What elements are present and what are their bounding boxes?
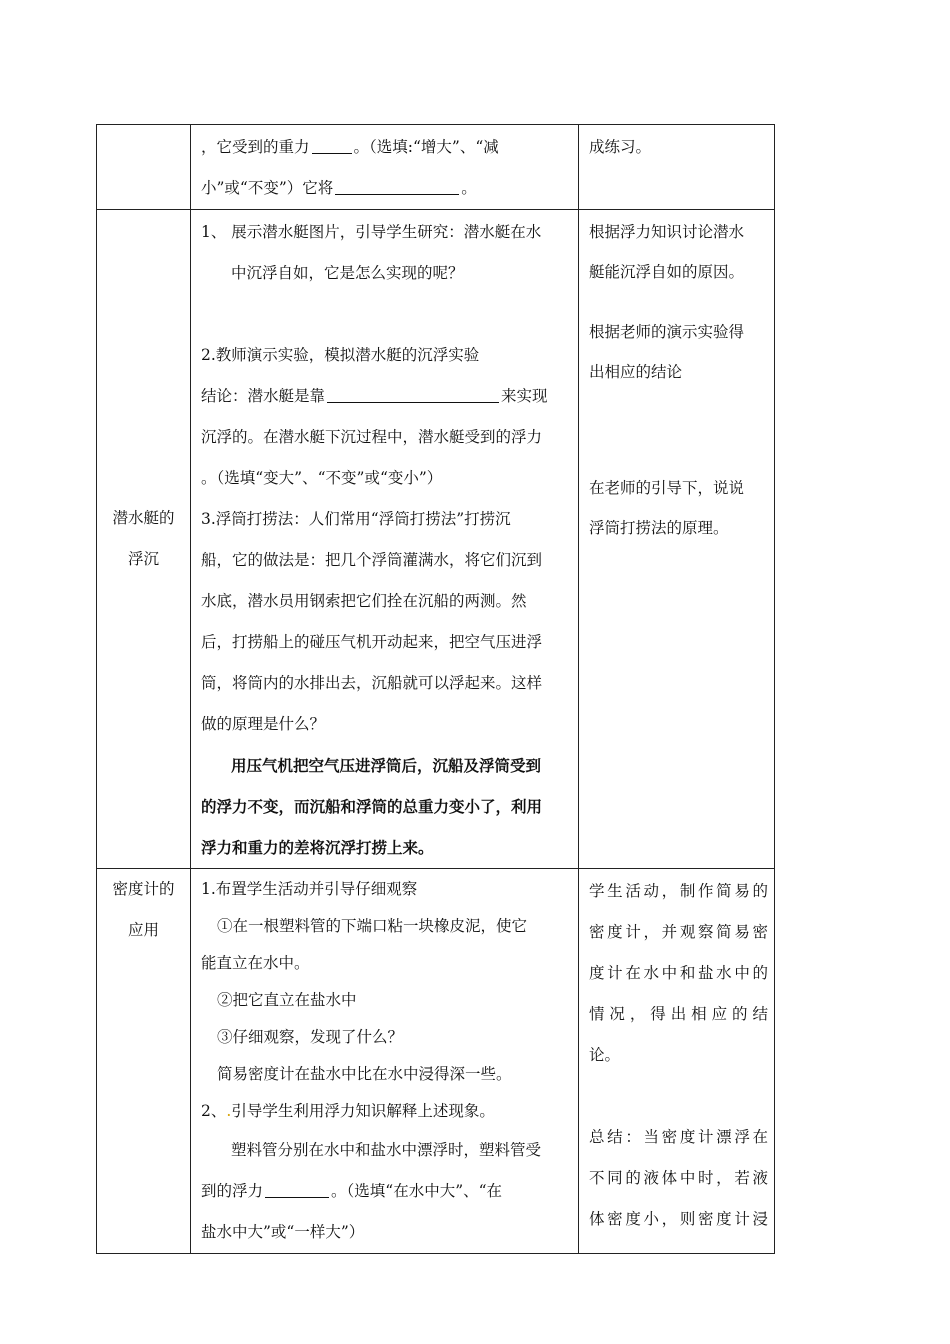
text: 总结：当密度计漂浮在 [589,1128,768,1146]
student-activity-cell [579,869,775,1254]
text: 体密度小，则密度计浸 [589,1210,768,1228]
text: 引导学生利用浮力知识解释上述现象。 [231,1102,495,1120]
lesson-plan-table [96,124,775,1254]
text: 到的浮力 [201,1182,264,1200]
text: 密度计，并观察简易密 [589,923,768,941]
text: 2、 [201,1102,227,1120]
teacher-activity-cell [191,125,579,210]
text: 盐水中大”或“一样大”） [201,1223,365,1241]
text: 不同的液体中时，若液 [589,1169,768,1187]
text: 。（选填“在水中大”、“在 [331,1182,503,1200]
text: 做的原理是什么？ [201,715,326,733]
text: 简易密度计在盐水中比在水中浸得深一些。 [217,1065,512,1083]
text: 。（选填“变大”、“不变”或“变小”） [201,469,443,487]
text: 塑料管分别在水中和盐水中漂浮时，塑料管受 [231,1141,542,1159]
answer-text: 的浮力不变，而沉船和浮筒的总重力变小了，利用 [201,797,543,816]
table-row [97,125,775,210]
text: 后，打捞船上的碰压气机开动起来，把空气压进浮 [201,633,543,651]
text: 在老师的引导下，说说 [589,479,745,497]
text: 能直立在水中。 [201,954,310,972]
text: 筒，将筒内的水排出去，沉船就可以浮起来。这样 [201,674,543,692]
text: 中沉浮自如，它是怎么实现的呢？ [231,264,464,282]
teacher-activity-cell [191,869,579,1254]
topic-title: 应用 [127,921,159,939]
student-activity-cell [579,210,775,869]
text: ②把它直立在盐水中 [217,991,357,1009]
text: 根据浮力知识讨论潜水 [589,223,745,241]
text: 来实现 [501,387,548,405]
text: 论。 [589,1046,621,1064]
text: 艇能沉浮自如的原因。 [589,263,745,281]
fill-blank [265,1196,329,1198]
topic-title: 密度计的 [112,880,175,898]
text: 度计在水中和盐水中的 [589,964,768,982]
table-row [97,210,775,869]
text: 2.教师演示实验，模拟潜水艇的沉浮实验 [201,346,480,364]
text: 浮筒打捞法的原理。 [589,519,729,537]
text: 。（选填:“增大”、“减 [353,138,499,156]
text: 船，它的做法是：把几个浮筒灌满水，将它们沉到 [201,551,543,569]
fill-blank [327,401,499,403]
text: 学生活动，制作简易的 [589,882,768,900]
text: ①在一根塑料管的下端口粘一块橡皮泥，使它 [217,917,528,935]
table-row [97,869,775,1254]
text: 根据老师的演示实验得 [589,323,745,341]
text: 1.布置学生活动并引导仔细观察 [201,880,418,898]
topic-cell-empty [97,125,191,210]
fill-blank [335,193,459,195]
text: 3.浮筒打捞法：人们常用“浮筒打捞法”打捞沉 [201,510,511,528]
text: 水底，潜水员用钢索把它们拴在沉船的两测。然 [201,592,527,610]
text: ，它受到的重力 [201,138,310,156]
teacher-activity-cell [191,210,579,869]
text: 小”或“不变”）它将 [201,179,334,197]
topic-title: 潜水艇的 [112,509,175,527]
answer-text: 用压气机把空气压进浮筒后，沉船及浮筒受到 [231,756,542,775]
text: 沉浮的。在潜水艇下沉过程中，潜水艇受到的浮力 [201,428,543,446]
text: 情况，得出相应的结 [589,1005,768,1023]
text: 成练习。 [589,138,652,156]
student-activity-cell [579,125,775,210]
text: 结论：潜水艇是靠 [201,387,326,405]
text: 1、 展示潜水艇图片，引导学生研究：潜水艇在水 [201,223,542,241]
answer-text: 浮力和重力的差将沉浮打捞上来。 [201,838,434,857]
text: 出相应的结论 [589,363,683,381]
topic-title: 浮沉 [127,550,159,568]
text: 。 [461,179,477,197]
topic-cell [97,869,191,1254]
fill-blank [312,152,352,154]
text: . [226,1102,232,1120]
topic-cell [97,210,191,869]
text: ③仔细观察，发现了什么？ [217,1028,404,1046]
